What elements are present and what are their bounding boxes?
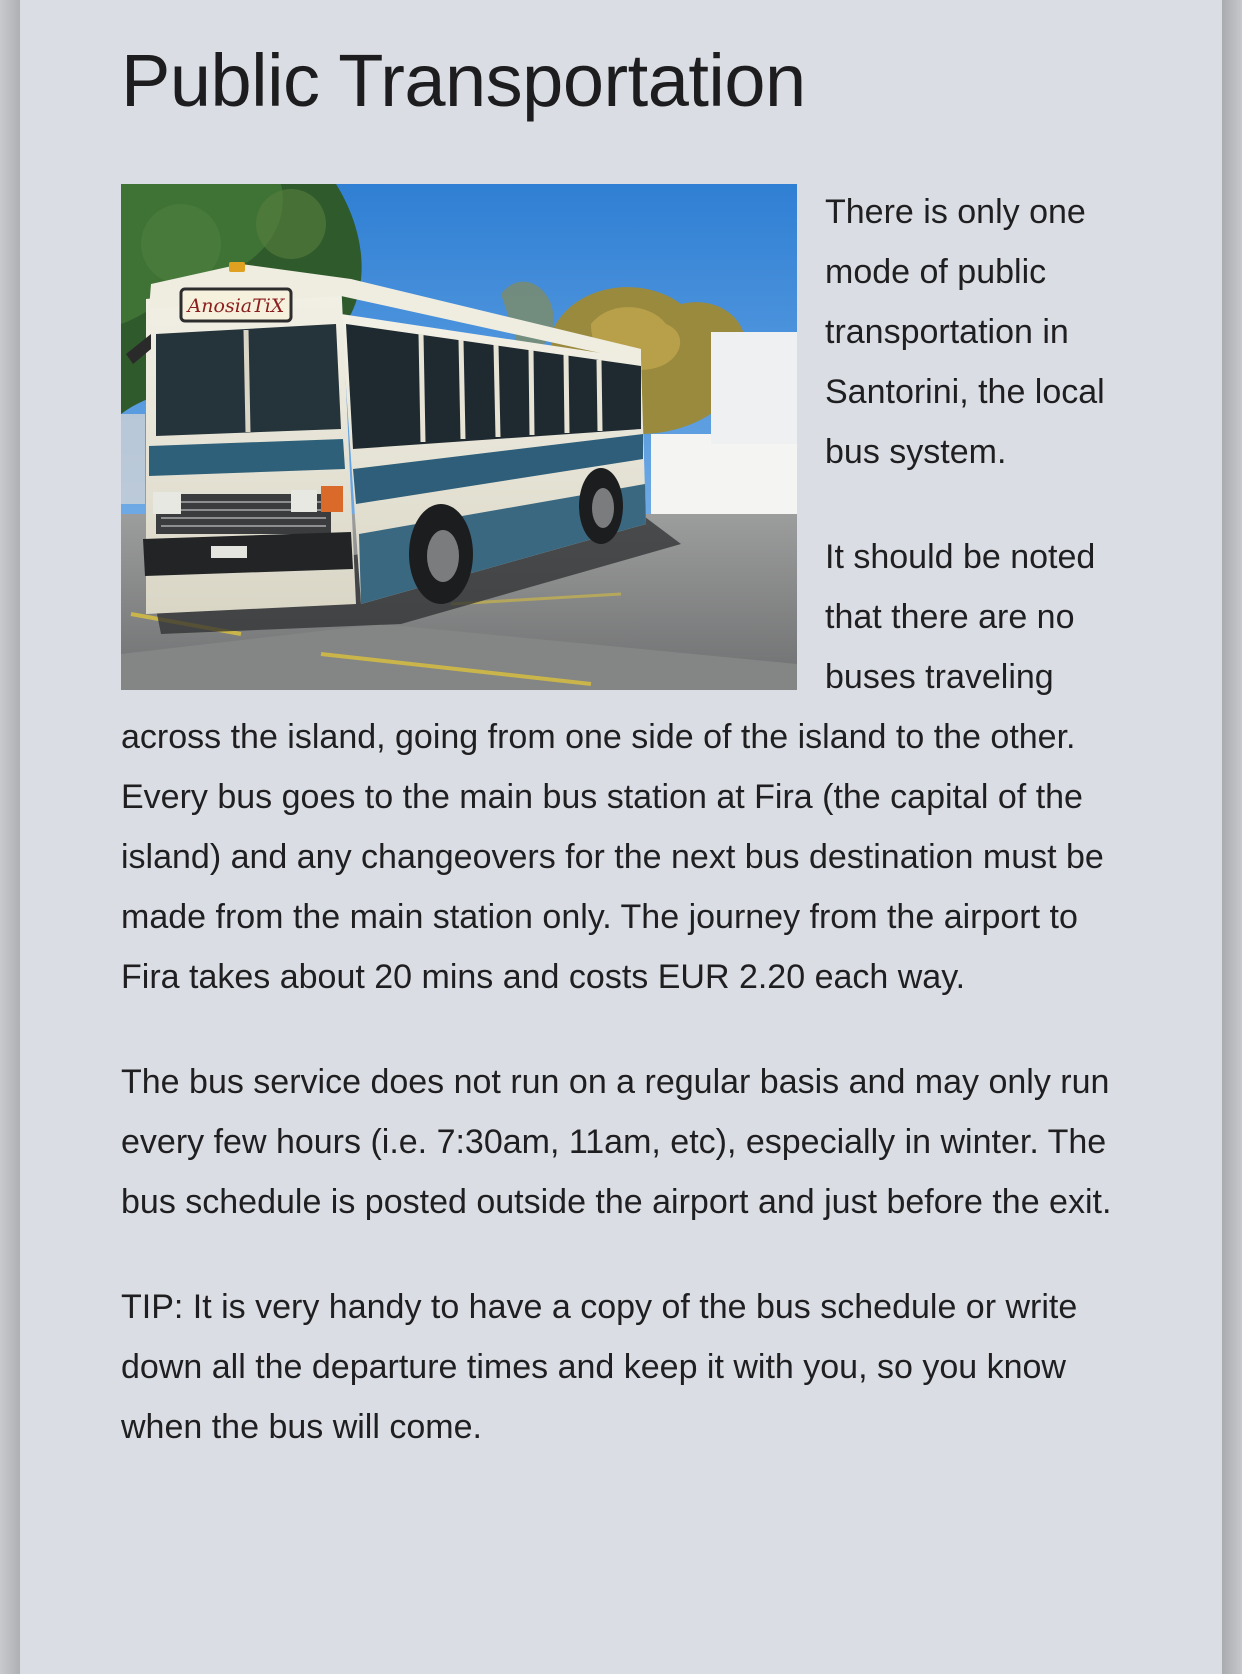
page-shadow-right (1222, 0, 1242, 1674)
paragraph-fira-station: Every bus goes to the main bus station at Fira (the capital of the island) and any changeovers for the next bus destination must be made from the main station only. The journey from the airport to Fira takes about 20 mins and costs EUR 2.20 each way. (121, 778, 1104, 996)
paragraph-no-cross-island: It should be noted that there are no buses traveling across the island, going from one side of the island to the other. (121, 538, 1096, 756)
paragraph-schedule: The bus service does not run on a regular basis and may only run every few hours (i.e. 7:30am, 11am, etc), especially in winter. The bus schedule is posted outside the airport and just before the exit. (121, 1063, 1112, 1221)
article-page[interactable] (20, 0, 1222, 1674)
article-content (121, 0, 1121, 1502)
bus-destination-sign: AnosiaTiX (187, 295, 285, 317)
paragraph-tip: TIP: It is very handy to have a copy of the bus schedule or write down all the departure times and keep it with you, so you know when the bus will come. (121, 1288, 1078, 1446)
paragraph-intro: There is only one mode of public transportation in Santorini, the local bus system. (825, 193, 1105, 471)
page-title: Public Transportation (121, 39, 806, 122)
bus-photo (121, 184, 797, 690)
page-shadow-left (0, 0, 20, 1674)
article-body (121, 182, 1121, 1457)
